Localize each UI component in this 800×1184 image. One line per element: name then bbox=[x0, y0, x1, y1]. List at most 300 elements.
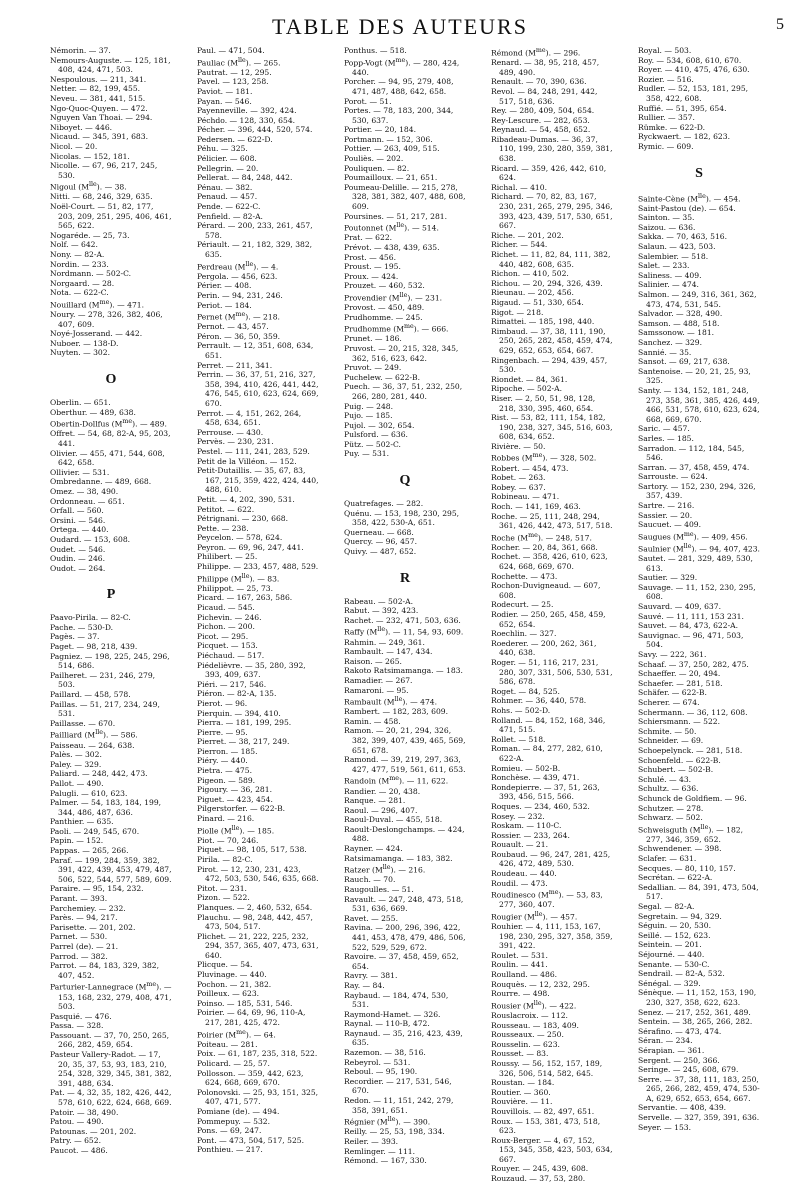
author-entry: Séran. — 234. bbox=[638, 1036, 693, 1046]
author-entry: Pappas. — 265, 266. bbox=[50, 846, 129, 856]
author-entry: Philippe. — 233, 457, 488, 529. bbox=[197, 562, 319, 572]
author-entry: Roy. — 534, 608, 610, 670. bbox=[638, 55, 742, 65]
author-entry: Parant. — 393. bbox=[50, 894, 108, 904]
author-entry: Ringenbach. — 294, 439, 457, 530. bbox=[491, 355, 608, 375]
author-entry: Redon. — 11, 151, 242, 279, 358, 391, 651. bbox=[344, 1096, 454, 1115]
author-entry: Pasquié. — 476. bbox=[50, 1011, 112, 1021]
author-entry: Rochet. — 358, 426, 610, 623, 624, 668, 669, 670. bbox=[491, 552, 608, 572]
author-entry: Sanchez. — 329. bbox=[638, 337, 703, 347]
author-entry: Ricard. — 359, 426, 442, 610, 624. bbox=[491, 163, 607, 183]
author-entry: Schubert. — 502-B. bbox=[638, 765, 714, 775]
author-entry: Raybaud. — 184, 474, 530, 531. bbox=[344, 990, 449, 1010]
author-entry: Schneider. — 69. bbox=[638, 736, 704, 746]
author-entry: Rocher. — 20, 84, 361, 668. bbox=[491, 542, 598, 552]
author-entry: Rambault $(M^{lle})$. — 474. bbox=[344, 696, 438, 707]
author-entry: Offret. — 54, 68, 82-A, 95, 203, 441. bbox=[50, 429, 171, 448]
author-entry: Rimattei. — 185, 198, 440. bbox=[491, 317, 595, 327]
author-entry: Poirier $(M^{me})$. — 64. bbox=[197, 1028, 276, 1040]
author-entry: Poumailloux. — 21, 651. bbox=[344, 173, 438, 183]
author-entry: Robbes $(M^{me})$. — 328, 502. bbox=[491, 452, 597, 463]
author-entry: Pochon. — 21, 382. bbox=[197, 979, 272, 989]
author-entry: Roederer. — 200, 262, 361, 440, 638. bbox=[491, 638, 597, 658]
author-entry: Provost. — 450, 489. bbox=[344, 303, 425, 313]
author-entry: Puchelew. — 622-B. bbox=[344, 372, 421, 382]
section-letter-heading: Q bbox=[399, 473, 411, 489]
author-entry: Roudeau. — 440. bbox=[491, 869, 557, 879]
author-entry: Prat. — 622. bbox=[344, 233, 393, 243]
author-entry: Rousseaux. — 250. bbox=[491, 1030, 564, 1040]
author-entry: Quénu. — 153, 198, 230, 295, 358, 422, 530-A, 651. bbox=[344, 508, 460, 528]
author-entry: Pietra. — 475. bbox=[197, 766, 252, 776]
author-entry: Seringe. — 245, 608, 679. bbox=[638, 1065, 739, 1075]
author-entry: Rouyer. — 245, 439, 608. bbox=[491, 1164, 589, 1174]
author-entry: Nordmann. — 502-C. bbox=[50, 269, 132, 279]
author-entry: Sautet. — 281, 329, 489, 530, 613. bbox=[638, 554, 753, 573]
author-entry: Rullier. — 357. bbox=[638, 113, 695, 123]
author-entry: Nespoulous. — 211, 341. bbox=[50, 74, 147, 84]
author-entry: Rousset. — 83. bbox=[491, 1049, 549, 1059]
author-entry: Routier. — 360. bbox=[491, 1087, 551, 1097]
author-entry: Richon. — 410, 502. bbox=[491, 269, 569, 279]
author-entry: Sannié. — 35. bbox=[638, 347, 692, 357]
author-entry: Rosey. — 232. bbox=[491, 811, 545, 821]
author-entry: Saizou. — 636. bbox=[638, 222, 696, 232]
author-entry: Ramin. — 458. bbox=[344, 716, 401, 726]
author-entry: Saliness. — 409. bbox=[638, 270, 702, 280]
author-entry: Pélicier. — 608. bbox=[197, 154, 257, 164]
author-entry: Ribadeau-Dumas. — 36, 37, 110, 199, 230, 280, 359, 381, 638. bbox=[491, 134, 613, 164]
author-entry: Paucot. — 486. bbox=[50, 1146, 108, 1155]
author-entry: Pérard. — 200, 233, 261, 457, 578. bbox=[197, 221, 313, 240]
author-entry: Pomiane (de). — 494. bbox=[197, 1106, 280, 1116]
author-entry: Pigeon. — 589. bbox=[197, 775, 256, 785]
author-entry: Proust. — 195. bbox=[344, 262, 401, 272]
author-entry: Salvador. — 328, 490. bbox=[638, 309, 723, 319]
author-entry: Oberthur. — 489, 638. bbox=[50, 407, 136, 417]
author-entry: Secques. — 80, 110, 157. bbox=[638, 863, 736, 873]
author-entry: Petitot. — 622. bbox=[197, 504, 255, 514]
author-entry: Nicolas. — 152, 181. bbox=[50, 151, 130, 161]
author-entry: Santenoise. — 20, 21, 25, 93, 325. bbox=[638, 366, 751, 386]
author-entry: Pigoury. — 36, 281. bbox=[197, 785, 273, 795]
author-entry: Sarrouste. — 624. bbox=[638, 472, 708, 482]
author-entry: Rouvillois. — 82, 497, 651. bbox=[491, 1106, 595, 1116]
author-entry: Pauliac $(M^{lle})$. — 265. bbox=[197, 56, 281, 68]
author-entry: Salet. — 233. bbox=[638, 261, 690, 271]
author-entry: Prunet. — 186. bbox=[344, 334, 402, 344]
author-entry: Rymic. — 609. bbox=[638, 141, 694, 151]
author-entry: Saucuet. — 409. bbox=[638, 520, 702, 530]
author-entry: Pailheret. — 231, 246, 279, 503. bbox=[50, 670, 156, 690]
author-entry: Ngo-Quoc-Quyen. — 472. bbox=[50, 103, 148, 113]
author-entry: Passouant. — 37, 70, 250, 265, 266, 282, 459, 654. bbox=[50, 1030, 170, 1050]
author-entry: Sérafino. — 473, 474. bbox=[638, 1026, 722, 1036]
author-entry: Rudler. — 52, 153, 181, 295, 358, 422, 608. bbox=[638, 84, 749, 103]
author-entry: Rozier. — 516. bbox=[638, 74, 694, 84]
author-entry: Rouzaud. — 37, 53, 280. bbox=[491, 1174, 586, 1184]
author-entry: Schweisguth $(M^{lle})$. — 182, 277, 346, 359, 652. bbox=[638, 823, 744, 844]
author-entry: Noël-Court. — 51, 82, 177, 203, 209, 251, 295, 406, 461, 565, 622. bbox=[50, 202, 172, 231]
author-entry: Richet. — 11, 82, 84, 111, 382, 440, 482, 608, 635. bbox=[491, 250, 611, 269]
author-entry: Rachet. — 232, 471, 503, 636. bbox=[344, 615, 461, 625]
author-entry: Pervès. — 230, 231. bbox=[197, 437, 274, 447]
author-entry: Netter. — 82, 199, 455. bbox=[50, 84, 141, 94]
index-column bbox=[491, 46, 613, 1184]
author-entry: Salaun. — 423, 503. bbox=[638, 242, 716, 252]
author-entry: Rougier $(M^{lle})$. — 457. bbox=[491, 910, 578, 922]
author-entry: Noyé-Josserand. — 442. bbox=[50, 329, 143, 339]
author-entry: Poursines. — 51, 217, 281. bbox=[344, 211, 448, 221]
author-entry: Picot. — 295. bbox=[197, 631, 249, 641]
author-entry: Segal. — 82-A. bbox=[638, 902, 695, 911]
author-entry: Obertin-Dollfus $(M^{me})$. — 489. bbox=[50, 418, 167, 429]
page-number: 5 bbox=[776, 16, 784, 33]
author-entry: Rambault. — 147, 434. bbox=[344, 647, 433, 657]
author-entry: Nota. — 622-C. bbox=[50, 288, 109, 298]
page-header bbox=[0, 14, 800, 44]
author-entry: Rahmin. — 249, 361. bbox=[344, 637, 425, 647]
author-entry: Picquet. — 153. bbox=[197, 641, 258, 651]
author-entry: Pernet $(M^{me})$. — 218. bbox=[197, 311, 280, 322]
author-entry: Pierra. — 181, 199, 295. bbox=[197, 718, 292, 728]
author-entry: Raymond-Hamet. — 326. bbox=[344, 1009, 441, 1019]
author-entry: Reilly. — 25, 53, 198, 334. bbox=[344, 1127, 445, 1137]
author-entry: Seyer. — 153. bbox=[638, 1122, 692, 1132]
author-entry: Salmon. — 249, 316, 361, 362, 473, 474, 531, 545. bbox=[638, 290, 757, 309]
author-entry: Nguyen Van Thoai. — 294. bbox=[50, 113, 153, 123]
author-entry: Palmer. — 54, 183, 184, 199, 344, 486, 487, 636. bbox=[50, 798, 162, 817]
author-entry: Schäfer. — 622-B. bbox=[638, 688, 707, 698]
author-entry: Peycelon. — 578, 624. bbox=[197, 533, 283, 543]
author-entry: Rouquès. — 12, 232, 295. bbox=[491, 979, 590, 989]
author-entry: Sakka. — 70, 463, 516. bbox=[638, 232, 728, 242]
author-entry: Schaefer. — 281, 518. bbox=[638, 678, 723, 688]
author-entry: Rey. — 280, 409, 504, 654. bbox=[491, 106, 595, 116]
author-entry: Petit-Dutaillis. — 35, 67, 83, 167, 215, 359, 422, 424, 440, 488, 610. bbox=[197, 466, 319, 495]
author-entry: Pütz. — 502-C. bbox=[344, 439, 401, 449]
author-entry: Quercy. — 96, 457. bbox=[344, 537, 418, 547]
author-index-columns bbox=[50, 46, 790, 1184]
index-column bbox=[344, 46, 466, 1166]
author-entry: Servelle. — 327, 359, 391, 636. bbox=[638, 1113, 760, 1123]
section-letter-heading: P bbox=[106, 587, 116, 603]
author-entry: Prudhomme $(M^{me})$. — 666. bbox=[344, 323, 449, 334]
author-entry: Pestel. — 111, 241, 283, 529. bbox=[197, 446, 310, 456]
author-entry: Pedersen. — 622-D. bbox=[197, 134, 273, 144]
author-entry: Richard. — 70, 82, 83, 167, 230, 231, 265, 279, 295, 346, 393, 423, 439, 517, 530, 651, 667. bbox=[491, 192, 613, 231]
author-entry: Rousselin. — 623. bbox=[491, 1039, 560, 1049]
author-entry: Roman. — 84, 277, 282, 610, 622-A. bbox=[491, 744, 603, 763]
author-entry: Philippot. — 25, 73. bbox=[197, 583, 274, 593]
author-entry: Ratzer $(M^{lle})$. — 216. bbox=[344, 864, 426, 875]
author-entry: Ponthus. — 518. bbox=[344, 46, 407, 55]
index-column bbox=[638, 46, 760, 1132]
author-entry: Puy. — 531. bbox=[344, 449, 390, 459]
author-entry: Rebeyrol. — 531. bbox=[344, 1057, 411, 1067]
author-entry: Piguet. — 423, 454. bbox=[197, 794, 273, 804]
author-entry: Petit de la Villéon. — 152. bbox=[197, 456, 297, 466]
author-entry: Plicque. — 54. bbox=[197, 960, 253, 970]
author-entry: Saulnier $(M^{lle})$. — 94, 407, 423. bbox=[638, 542, 760, 554]
author-entry: Ray. — 84. bbox=[344, 980, 385, 990]
author-entry: Rouhier. — 4, 111, 153, 167, 198, 230, 295, 327, 358, 359, 391, 422. bbox=[491, 922, 613, 951]
author-entry: Seintein. — 201. bbox=[638, 940, 702, 950]
author-entry: Santy. — 134, 152, 181, 248, 273, 358, 361, 385, 426, 449, 466, 531, 578, 610, 623, 624, 668, 669, 670. bbox=[638, 385, 760, 424]
author-entry: Planques. — 2, 460, 532, 654. bbox=[197, 902, 313, 912]
author-entry: Papin. — 152. bbox=[50, 836, 104, 846]
author-entry: Roulin. — 441. bbox=[491, 960, 548, 970]
author-entry: Roche. — 25, 111, 248, 294, 361, 426, 442, 473, 517, 518. bbox=[491, 511, 613, 531]
author-entry: Romieu. — 502-B. bbox=[491, 763, 561, 773]
author-entry: Omez. — 38, 490. bbox=[50, 486, 119, 496]
author-entry: Sautier. — 329. bbox=[638, 573, 698, 583]
author-entry: Saugues $(M^{me})$. — 409, 456. bbox=[638, 530, 748, 542]
author-entry: Nony. — 82-A. bbox=[50, 250, 105, 259]
author-entry: Sendrail. — 82-A, 532. bbox=[638, 969, 725, 979]
author-entry: Roussy. — 56, 152, 157, 189, 326, 506, 514, 582, 645. bbox=[491, 1058, 603, 1078]
author-entry: Séguin. — 20, 530. bbox=[638, 921, 712, 931]
author-entry: Senante. — 530-C. bbox=[638, 959, 710, 969]
author-entry: Remlinger. — 111. bbox=[344, 1146, 416, 1156]
author-entry: Penaud. — 457. bbox=[197, 192, 258, 202]
author-entry: Senez. — 217, 252, 361, 489. bbox=[638, 1007, 751, 1017]
author-entry: Norgaard. — 28. bbox=[50, 278, 115, 288]
author-entry: Richal. — 410. bbox=[491, 182, 547, 192]
author-entry: Roudinesco $(M^{me})$. — 53, 83, 277, 360, 407. bbox=[491, 889, 603, 910]
author-entry: Payenneville. — 392, 424. bbox=[197, 106, 297, 116]
author-entry: Paavo-Pirila. — 82-C. bbox=[50, 613, 131, 623]
author-entry: Pavel. — 123, 258. bbox=[197, 77, 269, 87]
author-entry: Perrin. — 36, 37, 51, 216, 327, 358, 394, 410, 426, 441, 442, 476, 545, 610, 623, 624, 669, 670. bbox=[197, 370, 319, 408]
author-entry: Porcher. — 94, 95, 279, 408, 471, 487, 488, 642, 658. bbox=[344, 77, 454, 96]
author-entry: Roger. — 51, 116, 217, 231, 280, 307, 331, 506, 530, 531, 586, 678. bbox=[491, 658, 613, 687]
author-entry: Sauvage. — 11, 152, 230, 295, 608. bbox=[638, 582, 756, 602]
author-entry: Perrault. — 12, 351, 608, 634, 651. bbox=[197, 341, 314, 360]
author-entry: Piédelièvre. — 35, 280, 392, 393, 409, 637. bbox=[197, 660, 306, 680]
section-letter-heading: S bbox=[695, 165, 703, 181]
author-entry: Pizon. — 522. bbox=[197, 893, 250, 903]
author-entry: Pette. — 238. bbox=[197, 523, 249, 533]
author-entry: Pende. — 622-C. bbox=[197, 202, 261, 212]
author-entry: Philippe $(M^{lle})$. — 83. bbox=[197, 572, 280, 584]
author-entry: Pagès. — 37. bbox=[50, 632, 100, 642]
author-entry: Revol. — 84, 248, 291, 442, 517, 518, 636. bbox=[491, 86, 598, 106]
author-entry: Pat. — 4, 32, 35, 182, 426, 442, 578, 610, 622, 624, 668, 669. bbox=[50, 1088, 172, 1108]
author-entry: Paliard. — 248, 442, 473. bbox=[50, 769, 148, 779]
author-entry: Rabeau. — 502-A. bbox=[344, 596, 413, 606]
author-entry: Périault. — 21, 182, 329, 382, 635. bbox=[197, 240, 313, 259]
author-entry: Raison. — 265. bbox=[344, 656, 402, 666]
author-entry: Ravoire. — 37, 458, 459, 652, 654. bbox=[344, 952, 459, 971]
author-entry: Pierret. — 38, 217, 249. bbox=[197, 737, 290, 747]
author-entry: Rodier. — 250, 265, 458, 459, 652, 654. bbox=[491, 610, 606, 629]
author-entry: Périer. — 408. bbox=[197, 281, 252, 291]
author-entry: Sarles. — 185. bbox=[638, 433, 694, 443]
author-entry: Nuboer. — 138-D. bbox=[50, 338, 119, 348]
author-entry: Némorin. — 37. bbox=[50, 46, 111, 55]
author-entry: Pinard. — 216. bbox=[197, 814, 255, 824]
author-entry: Pont. — 473, 504, 517, 525. bbox=[197, 1135, 305, 1145]
author-entry: Riche. — 201, 202. bbox=[491, 230, 564, 240]
author-entry: Sartory. — 152, 230, 294, 326, 357, 439. bbox=[638, 481, 756, 501]
author-entry: Pouliès. — 202. bbox=[344, 154, 404, 164]
author-entry: Ramond. — 39, 219, 297, 363, 427, 477, 519, 561, 611, 653. bbox=[344, 755, 466, 774]
author-entry: Schulé. — 43. bbox=[638, 774, 692, 784]
author-entry: Popp-Vogt $(M^{me})$. — 280, 424, 440. bbox=[344, 56, 460, 77]
author-entry: Sauvé. — 11, 111, 153 231. bbox=[638, 611, 744, 621]
author-entry: Puig. — 248. bbox=[344, 401, 394, 411]
author-entry: Pierot. — 96. bbox=[197, 698, 248, 708]
author-entry: Sénégal. — 329. bbox=[638, 978, 701, 988]
author-entry: Sergent. — 250, 366. bbox=[638, 1055, 720, 1065]
author-entry: Prouzet. — 460, 532. bbox=[344, 281, 425, 291]
author-entry: Poutonnet $(M^{lle})$. — 514. bbox=[344, 222, 439, 233]
author-entry: Poirier. — 64, 69, 96, 110-A, 217, 281, 425, 472. bbox=[197, 1008, 306, 1028]
author-entry: Pluvinage. — 440. bbox=[197, 970, 267, 980]
author-entry: Serre. — 37, 38, 111, 183, 250, 265, 266, 282, 459, 474, 530-A, 629, 652, 653, 654, 667. bbox=[638, 1074, 760, 1103]
author-entry: Ranque. — 281. bbox=[344, 796, 406, 806]
index-column bbox=[50, 46, 172, 1155]
author-entry: Scherer. — 674. bbox=[638, 698, 700, 707]
section-letter-heading: R bbox=[399, 570, 411, 586]
author-entry: Nuyten. — 302. bbox=[50, 348, 111, 358]
author-entry: Ryckwaert. — 182, 623. bbox=[638, 132, 730, 142]
author-entry: Rémond $(M^{me})$. — 296. bbox=[491, 47, 581, 58]
author-entry: Schaaf. — 37, 250, 282, 475. bbox=[638, 659, 749, 669]
author-entry: Pruvost. — 20, 215, 328, 345, 362, 516, 623, 642. bbox=[344, 343, 459, 363]
author-entry: Pierron. — 185. bbox=[197, 746, 258, 756]
author-entry: Parchemiey. — 232. bbox=[50, 903, 126, 913]
author-entry: Rourre. — 498. bbox=[491, 989, 550, 999]
author-entry: Penfield. — 82-A. bbox=[197, 211, 263, 221]
author-entry: Orfall. — 560. bbox=[50, 506, 104, 516]
author-entry: Péhu. — 325. bbox=[197, 144, 248, 154]
author-entry: Perdreau $(M^{lle})$. — 4. bbox=[197, 260, 279, 272]
author-entry: Piquet. — 98, 105, 517, 538. bbox=[197, 845, 307, 855]
author-entry: Salinier. — 474. bbox=[638, 280, 699, 290]
author-entry: Plichet. — 21, 222, 225, 232, 294, 357, 365, 407, 473, 631, 640. bbox=[197, 931, 319, 960]
author-entry: Royal. — 503. bbox=[638, 46, 692, 55]
author-entry: Petit. — 4, 202, 390, 531. bbox=[197, 494, 295, 504]
author-entry: Royer. — 410, 475, 476, 630. bbox=[638, 65, 750, 75]
author-entry: Pierre. — 95. bbox=[197, 727, 248, 737]
author-entry: Roubaud. — 96, 247, 281, 425, 426, 472, 489, 530. bbox=[491, 849, 611, 869]
author-entry: Sansot. — 69, 217, 638. bbox=[638, 357, 730, 367]
author-entry: Nolf. — 642. bbox=[50, 240, 98, 250]
author-entry: Rist. — 53, 82, 111, 154, 182, 190, 238, 327, 345, 516, 603, 608, 634, 652. bbox=[491, 413, 613, 442]
author-entry: Pailliard $(M^{lle})$. — 586. bbox=[50, 729, 138, 740]
author-entry: Puech. — 36, 37, 51, 232, 250, 266, 280, 281, 440. bbox=[344, 382, 463, 401]
author-entry: Schunck de Goldfiem. — 96. bbox=[638, 793, 747, 803]
author-entry: Paisseau. — 264, 638. bbox=[50, 740, 135, 750]
author-entry: Rabut. — 392, 423. bbox=[344, 606, 419, 616]
author-entry: Perrot. — 4, 151, 262, 264, 458, 634, 651. bbox=[197, 408, 302, 428]
author-entry: Ripoche. — 502-A. bbox=[491, 384, 563, 394]
author-entry: Roques. — 234, 460, 532. bbox=[491, 801, 590, 811]
author-entry: Periot. — 184. bbox=[197, 300, 252, 310]
author-entry: Ortega. — 440. bbox=[50, 525, 109, 535]
author-entry: Samssonow. — 181. bbox=[638, 328, 715, 338]
author-entry: Rigot. — 218. bbox=[491, 307, 544, 317]
author-entry: Patou. — 490. bbox=[50, 1117, 104, 1127]
author-entry: Schermann. — 36, 112, 608. bbox=[638, 707, 748, 717]
author-entry: Péchdo. — 128, 330, 654. bbox=[197, 115, 296, 125]
author-entry: Rossier. — 233, 264. bbox=[491, 830, 570, 840]
author-entry: Pottier. — 263, 409, 515. bbox=[344, 144, 440, 154]
author-entry: Rakoto Ratsimamanga. — 183. bbox=[344, 666, 463, 676]
author-entry: Schiersmann. — 522. bbox=[638, 717, 721, 727]
author-entry: Rochette. — 473. bbox=[491, 571, 558, 581]
author-entry: Patry. — 652. bbox=[50, 1136, 102, 1146]
author-entry: Rolland. — 84, 152, 168, 346, 471, 515. bbox=[491, 715, 606, 735]
author-entry: Pagniez. — 198, 225, 245, 296, 514, 686. bbox=[50, 651, 170, 671]
author-entry: Pautrat. — 12, 295. bbox=[197, 67, 272, 77]
author-entry: Sartre. — 216. bbox=[638, 501, 695, 511]
author-entry: Porot. — 51. bbox=[344, 96, 392, 106]
author-entry: Nigoul $(M^{lle})$. — 38. bbox=[50, 181, 127, 192]
author-entry: Reboul. — 95, 190. bbox=[344, 1067, 418, 1077]
author-entry: Pécher. — 396, 444, 520, 574. bbox=[197, 125, 313, 135]
author-entry: Pirila. — 82-C. bbox=[197, 854, 253, 864]
author-entry: Riondet. — 84, 361. bbox=[491, 374, 568, 384]
author-entry: Séjourné. — 440. bbox=[638, 949, 705, 959]
author-entry: Sénèque. — 11, 152, 153, 190, 230, 327, 358, 622, 623. bbox=[638, 988, 757, 1007]
author-entry: Piéry. — 440. bbox=[197, 756, 248, 766]
author-entry: Peyron. — 69, 96, 247, 441. bbox=[197, 542, 304, 552]
author-entry: Saint-Pastou (de). — 654. bbox=[638, 203, 736, 213]
author-entry: Pellegrin. — 20. bbox=[197, 163, 259, 173]
author-entry: Roulet. — 531. bbox=[491, 950, 548, 960]
author-entry: Rey-Lescure. — 282, 653. bbox=[491, 115, 590, 125]
author-entry: Pellerat. — 84, 248, 442. bbox=[197, 173, 293, 183]
author-entry: Sauvignac. — 96, 471, 503, 504. bbox=[638, 630, 744, 650]
author-entry: Ravry. — 381. bbox=[344, 971, 398, 981]
author-entry: Patounas. — 201, 202. bbox=[50, 1126, 137, 1136]
author-entry: Pulsford. — 636. bbox=[344, 430, 408, 440]
author-entry: Rouslacroix. — 112. bbox=[491, 1010, 568, 1020]
author-entry: Schultz. — 636. bbox=[638, 784, 699, 794]
author-entry: Robey. — 637. bbox=[491, 482, 546, 492]
author-entry: Perret. — 211, 341. bbox=[197, 360, 273, 370]
author-entry: Paley. — 329. bbox=[50, 759, 102, 769]
author-entry: Robert. — 454, 473. bbox=[491, 463, 569, 473]
author-entry: Pasteur Vallery-Radot. — 17, 20, 35, 37, 53, 93, 183, 210, 254, 328, 329, 345, 381, 382, 391, 488, 634. bbox=[50, 1050, 172, 1088]
author-entry: Pierquin. — 394, 410. bbox=[197, 708, 281, 718]
author-entry: Pollosson. — 359, 442, 623, 624, 668, 669, 670. bbox=[197, 1068, 304, 1088]
author-entry: Paoli. — 249, 545, 670. bbox=[50, 826, 140, 836]
author-entry: Rohmer. — 36, 440, 578. bbox=[491, 696, 587, 706]
author-entry: Richer. — 544. bbox=[491, 240, 548, 250]
author-entry: Pichon. — 200. bbox=[197, 622, 255, 632]
author-entry: Sérapian. — 361. bbox=[638, 1045, 705, 1055]
author-entry: Sclafer. — 631. bbox=[638, 854, 697, 864]
author-entry: Palès. — 302. bbox=[50, 750, 102, 760]
author-entry: Pruvot. — 249. bbox=[344, 363, 402, 373]
author-entry: Poilleux. — 623. bbox=[197, 989, 260, 999]
author-entry: Niboyet. — 446. bbox=[50, 122, 113, 132]
author-entry: Pons. — 69, 247. bbox=[197, 1126, 262, 1136]
author-entry: Portes. — 78, 183, 200, 344, 530, 637. bbox=[344, 106, 454, 125]
author-entry: Passa. — 328. bbox=[50, 1021, 104, 1031]
author-entry: Paillasse. — 670. bbox=[50, 718, 116, 728]
author-entry: Parisette. — 201, 202. bbox=[50, 922, 136, 932]
author-entry: Roche $(M^{me})$. — 248, 517. bbox=[491, 531, 592, 543]
author-entry: Perrouse. — 430. bbox=[197, 427, 264, 437]
author-entry: Rigaud. — 51, 330, 654. bbox=[491, 297, 584, 307]
author-entry: Paillard. — 458, 578. bbox=[50, 690, 131, 700]
author-entry: Ravina. — 200, 296, 396, 422, 441, 453, 478, 479, 486, 506, 522, 529, 529, 672. bbox=[344, 923, 466, 952]
author-entry: Parès. — 94, 217. bbox=[50, 913, 118, 923]
